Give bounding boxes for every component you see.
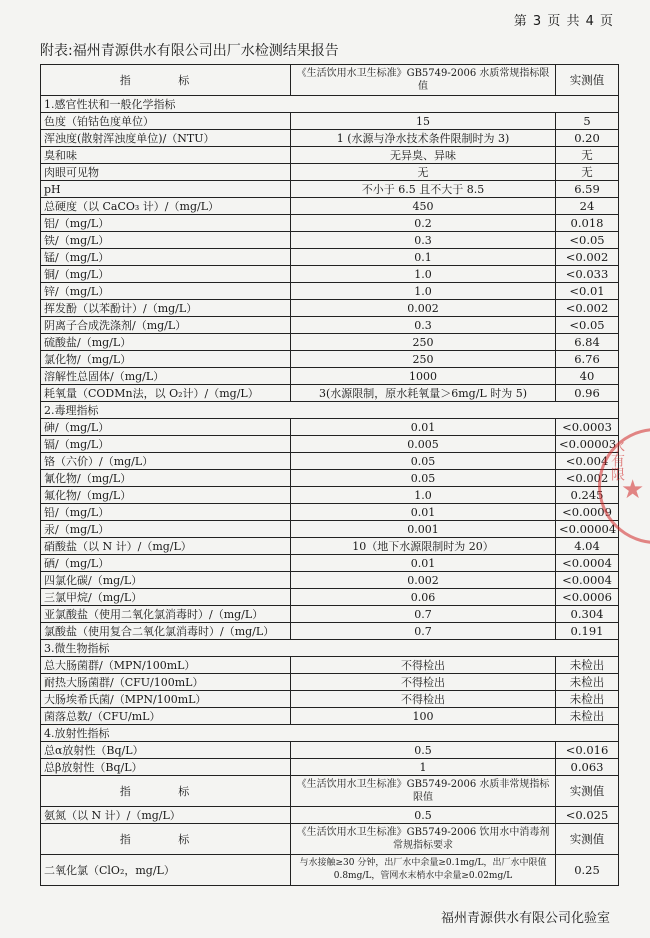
standard-limit: 1000 bbox=[291, 368, 556, 385]
table-row bbox=[41, 249, 619, 266]
table-row bbox=[41, 385, 619, 402]
section-row bbox=[41, 402, 619, 419]
standard-limit: 0.05 bbox=[291, 453, 556, 470]
table-row bbox=[41, 181, 619, 198]
table-header-row bbox=[41, 65, 619, 96]
indicator-name: 铬（六价）/（mg/L） bbox=[41, 453, 291, 470]
indicator-name: 耗氧量（CODMn法，以 O₂计）/（mg/L） bbox=[41, 385, 291, 402]
table-row bbox=[41, 368, 619, 385]
indicator-name: 溶解性总固体/（mg/L） bbox=[41, 368, 291, 385]
table-row bbox=[41, 657, 619, 674]
table-row bbox=[41, 708, 619, 725]
footer-lab-name: 福州青源供水有限公司化验室 bbox=[440, 911, 610, 926]
table-row bbox=[41, 266, 619, 283]
page-number: 第 3 页 共 4 页 bbox=[513, 14, 614, 29]
measured-value: <0.01 bbox=[556, 283, 619, 300]
standard-limit: 10（地下水源限制时为 20） bbox=[291, 538, 556, 555]
seal-text: 水有限 bbox=[609, 439, 625, 481]
standard-limit: 与水接触≥30 分钟，出厂水中余量≥0.1mg/L，出厂水中限值 0.8mg/L，管网水末梢水中余量≥0.02mg/L bbox=[291, 855, 556, 886]
measured-value: <0.0006 bbox=[556, 589, 619, 606]
standard-limit: 100 bbox=[291, 708, 556, 725]
measured-value: 无 bbox=[556, 164, 619, 181]
standard-limit: 1.0 bbox=[291, 266, 556, 283]
seal-star-icon: ★ bbox=[621, 475, 645, 505]
table-row bbox=[41, 198, 619, 215]
standard-limit: 0.7 bbox=[291, 623, 556, 640]
indicator-name: 氯化物/（mg/L） bbox=[41, 351, 291, 368]
indicator-name: 砷/（mg/L） bbox=[41, 419, 291, 436]
section-row bbox=[41, 96, 619, 113]
section-title: 4.放射性指标 bbox=[41, 725, 619, 742]
indicator-name: 氰化物/（mg/L） bbox=[41, 470, 291, 487]
section-title: 1.感官性状和一般化学指标 bbox=[41, 96, 619, 113]
indicator-name: 硫酸盐/（mg/L） bbox=[41, 334, 291, 351]
indicator-name: 铅/（mg/L） bbox=[41, 504, 291, 521]
header-standard-limit: 《生活饮用水卫生标准》GB5749-2006 水质常规指标限值 bbox=[291, 65, 556, 96]
standard-limit: 0.002 bbox=[291, 300, 556, 317]
standard-limit: 0.002 bbox=[291, 572, 556, 589]
standard-limit: 无 bbox=[291, 164, 556, 181]
measured-value: 6.76 bbox=[556, 351, 619, 368]
measured-value: 24 bbox=[556, 198, 619, 215]
standard-limit: 不得检出 bbox=[291, 657, 556, 674]
indicator-name: 镉/（mg/L） bbox=[41, 436, 291, 453]
standard-limit: 0.3 bbox=[291, 232, 556, 249]
indicator-name: 铝/（mg/L） bbox=[41, 215, 291, 232]
indicator-name: 臭和味 bbox=[41, 147, 291, 164]
standard-limit: 不得检出 bbox=[291, 674, 556, 691]
standard-limit: 0.001 bbox=[291, 521, 556, 538]
indicator-name: 锌/（mg/L） bbox=[41, 283, 291, 300]
measured-value: 未检出 bbox=[556, 708, 619, 725]
table-row bbox=[41, 538, 619, 555]
standard-limit: 1.0 bbox=[291, 283, 556, 300]
table-row bbox=[41, 113, 619, 130]
measured-value: <0.0004 bbox=[556, 555, 619, 572]
table-row bbox=[41, 855, 619, 886]
indicator-name: 总α放射性（Bq/L） bbox=[41, 742, 291, 759]
measured-value: <0.033 bbox=[556, 266, 619, 283]
indicator-name: 三氯甲烷/（mg/L） bbox=[41, 589, 291, 606]
standard-limit: 15 bbox=[291, 113, 556, 130]
standard-limit: 1.0 bbox=[291, 487, 556, 504]
table-row bbox=[41, 147, 619, 164]
measured-value: 0.018 bbox=[556, 215, 619, 232]
table-row bbox=[41, 130, 619, 147]
standard-limit: 0.7 bbox=[291, 606, 556, 623]
standard-limit: 0.5 bbox=[291, 742, 556, 759]
indicator-name: 总β放射性（Bq/L） bbox=[41, 759, 291, 776]
measured-value: <0.0004 bbox=[556, 572, 619, 589]
measured-value: 0.063 bbox=[556, 759, 619, 776]
table-row bbox=[41, 351, 619, 368]
table-row bbox=[41, 487, 619, 504]
standard-limit: 0.5 bbox=[291, 807, 556, 824]
table-row bbox=[41, 504, 619, 521]
indicator-name: 耐热大肠菌群/（CFU/100mL） bbox=[41, 674, 291, 691]
indicator-name: 大肠埃希氏菌/（MPN/100mL） bbox=[41, 691, 291, 708]
indicator-name: 菌落总数/（CFU/mL） bbox=[41, 708, 291, 725]
indicator-name: 铜/（mg/L） bbox=[41, 266, 291, 283]
table-row bbox=[41, 164, 619, 181]
standard-limit: 3(水源限制，原水耗氧量＞6mg/L 时为 5) bbox=[291, 385, 556, 402]
measured-value: <0.016 bbox=[556, 742, 619, 759]
indicator-name: 总硬度（以 CaCO₃ 计）/（mg/L） bbox=[41, 198, 291, 215]
table-row bbox=[41, 623, 619, 640]
measured-value: 0.245 bbox=[556, 487, 619, 504]
standard-limit: 不得检出 bbox=[291, 691, 556, 708]
measured-value: 0.191 bbox=[556, 623, 619, 640]
standard-limit: 0.01 bbox=[291, 419, 556, 436]
table-row bbox=[41, 674, 619, 691]
measured-value: <0.002 bbox=[556, 300, 619, 317]
table-row bbox=[41, 742, 619, 759]
indicator-name: 二氧化氯（ClO₂，mg/L） bbox=[41, 855, 291, 886]
standard-limit: 0.2 bbox=[291, 215, 556, 232]
standard-limit: 450 bbox=[291, 198, 556, 215]
table-row bbox=[41, 606, 619, 623]
measured-value: 40 bbox=[556, 368, 619, 385]
table-row bbox=[41, 470, 619, 487]
measured-value: <0.004 bbox=[556, 453, 619, 470]
indicator-name: 四氯化碳/（mg/L） bbox=[41, 572, 291, 589]
measured-value: 无 bbox=[556, 147, 619, 164]
standard-limit: 0.3 bbox=[291, 317, 556, 334]
table-row bbox=[41, 572, 619, 589]
measured-value: 0.304 bbox=[556, 606, 619, 623]
header-standard-limit: 《生活饮用水卫生标准》GB5749-2006 饮用水中消毒剂常规指标要求 bbox=[291, 824, 556, 855]
header-measured-value: 实测值 bbox=[556, 824, 619, 855]
indicator-name: 氟化物/（mg/L） bbox=[41, 487, 291, 504]
standard-limit: 0.05 bbox=[291, 470, 556, 487]
table-header-row bbox=[41, 776, 619, 807]
table-row bbox=[41, 555, 619, 572]
indicator-name: 氯酸盐（使用复合二氧化氯消毒时）/（mg/L） bbox=[41, 623, 291, 640]
indicator-name: 阴离子合成洗涤剂/（mg/L） bbox=[41, 317, 291, 334]
indicator-name: 铁/（mg/L） bbox=[41, 232, 291, 249]
measured-value: 0.25 bbox=[556, 855, 619, 886]
measured-value: 4.04 bbox=[556, 538, 619, 555]
standard-limit: 250 bbox=[291, 351, 556, 368]
table-row bbox=[41, 521, 619, 538]
measured-value: <0.00004 bbox=[556, 521, 619, 538]
measured-value: 6.84 bbox=[556, 334, 619, 351]
document-title: 附表:福州青源供水有限公司出厂水检测结果报告 bbox=[40, 43, 339, 59]
header-indicator-name: 指 标 bbox=[41, 776, 291, 807]
measured-value: <0.0009 bbox=[556, 504, 619, 521]
table-row bbox=[41, 807, 619, 824]
standard-limit: 0.06 bbox=[291, 589, 556, 606]
measured-value: 未检出 bbox=[556, 674, 619, 691]
indicator-name: 挥发酚（以苯酚计）/（mg/L） bbox=[41, 300, 291, 317]
section-row bbox=[41, 725, 619, 742]
indicator-name: pH bbox=[41, 181, 291, 198]
header-measured-value: 实测值 bbox=[556, 65, 619, 96]
indicator-name: 硒/（mg/L） bbox=[41, 555, 291, 572]
measured-value: 未检出 bbox=[556, 657, 619, 674]
measured-value: <0.00003 bbox=[556, 436, 619, 453]
indicator-name: 亚氯酸盐（使用二氧化氯消毒时）/（mg/L） bbox=[41, 606, 291, 623]
table-row bbox=[41, 215, 619, 232]
table-header-row bbox=[41, 824, 619, 855]
standard-limit: 0.01 bbox=[291, 504, 556, 521]
header-measured-value: 实测值 bbox=[556, 776, 619, 807]
indicator-name: 肉眼可见物 bbox=[41, 164, 291, 181]
indicator-name: 总大肠菌群/（MPN/100mL） bbox=[41, 657, 291, 674]
measured-value: <0.05 bbox=[556, 317, 619, 334]
header-indicator-name: 指 标 bbox=[41, 65, 291, 96]
measured-value: <0.0003 bbox=[556, 419, 619, 436]
standard-limit: 0.1 bbox=[291, 249, 556, 266]
results-table bbox=[40, 64, 619, 886]
table-row bbox=[41, 334, 619, 351]
section-title: 3.微生物指标 bbox=[41, 640, 619, 657]
measured-value: <0.002 bbox=[556, 470, 619, 487]
indicator-name: 浑浊度(散射浑浊度单位)/（NTU） bbox=[41, 130, 291, 147]
table-row bbox=[41, 691, 619, 708]
standard-limit: 0.005 bbox=[291, 436, 556, 453]
table-row bbox=[41, 317, 619, 334]
table-row bbox=[41, 589, 619, 606]
standard-limit: 无异臭、异味 bbox=[291, 147, 556, 164]
table-row bbox=[41, 419, 619, 436]
standard-limit: 250 bbox=[291, 334, 556, 351]
indicator-name: 色度（铂钴色度单位） bbox=[41, 113, 291, 130]
table-row bbox=[41, 453, 619, 470]
measured-value: 0.96 bbox=[556, 385, 619, 402]
standard-limit: 1 bbox=[291, 759, 556, 776]
measured-value: <0.025 bbox=[556, 807, 619, 824]
measured-value: 5 bbox=[556, 113, 619, 130]
table-row bbox=[41, 436, 619, 453]
indicator-name: 硝酸盐（以 N 计）/（mg/L） bbox=[41, 538, 291, 555]
standard-limit: 1 (水源与净水技术条件限制时为 3) bbox=[291, 130, 556, 147]
indicator-name: 汞/（mg/L） bbox=[41, 521, 291, 538]
header-standard-limit: 《生活饮用水卫生标准》GB5749-2006 水质非常规指标限值 bbox=[291, 776, 556, 807]
table-row bbox=[41, 283, 619, 300]
table-row bbox=[41, 300, 619, 317]
measured-value: 0.20 bbox=[556, 130, 619, 147]
section-title: 2.毒理指标 bbox=[41, 402, 619, 419]
measured-value: 6.59 bbox=[556, 181, 619, 198]
header-indicator-name: 指 标 bbox=[41, 824, 291, 855]
section-row bbox=[41, 640, 619, 657]
measured-value: <0.002 bbox=[556, 249, 619, 266]
measured-value: <0.05 bbox=[556, 232, 619, 249]
table-row bbox=[41, 759, 619, 776]
standard-limit: 0.01 bbox=[291, 555, 556, 572]
standard-limit: 不小于 6.5 且不大于 8.5 bbox=[291, 181, 556, 198]
indicator-name: 氨氮（以 N 计）/（mg/L） bbox=[41, 807, 291, 824]
table-row bbox=[41, 232, 619, 249]
measured-value: 未检出 bbox=[556, 691, 619, 708]
indicator-name: 锰/（mg/L） bbox=[41, 249, 291, 266]
